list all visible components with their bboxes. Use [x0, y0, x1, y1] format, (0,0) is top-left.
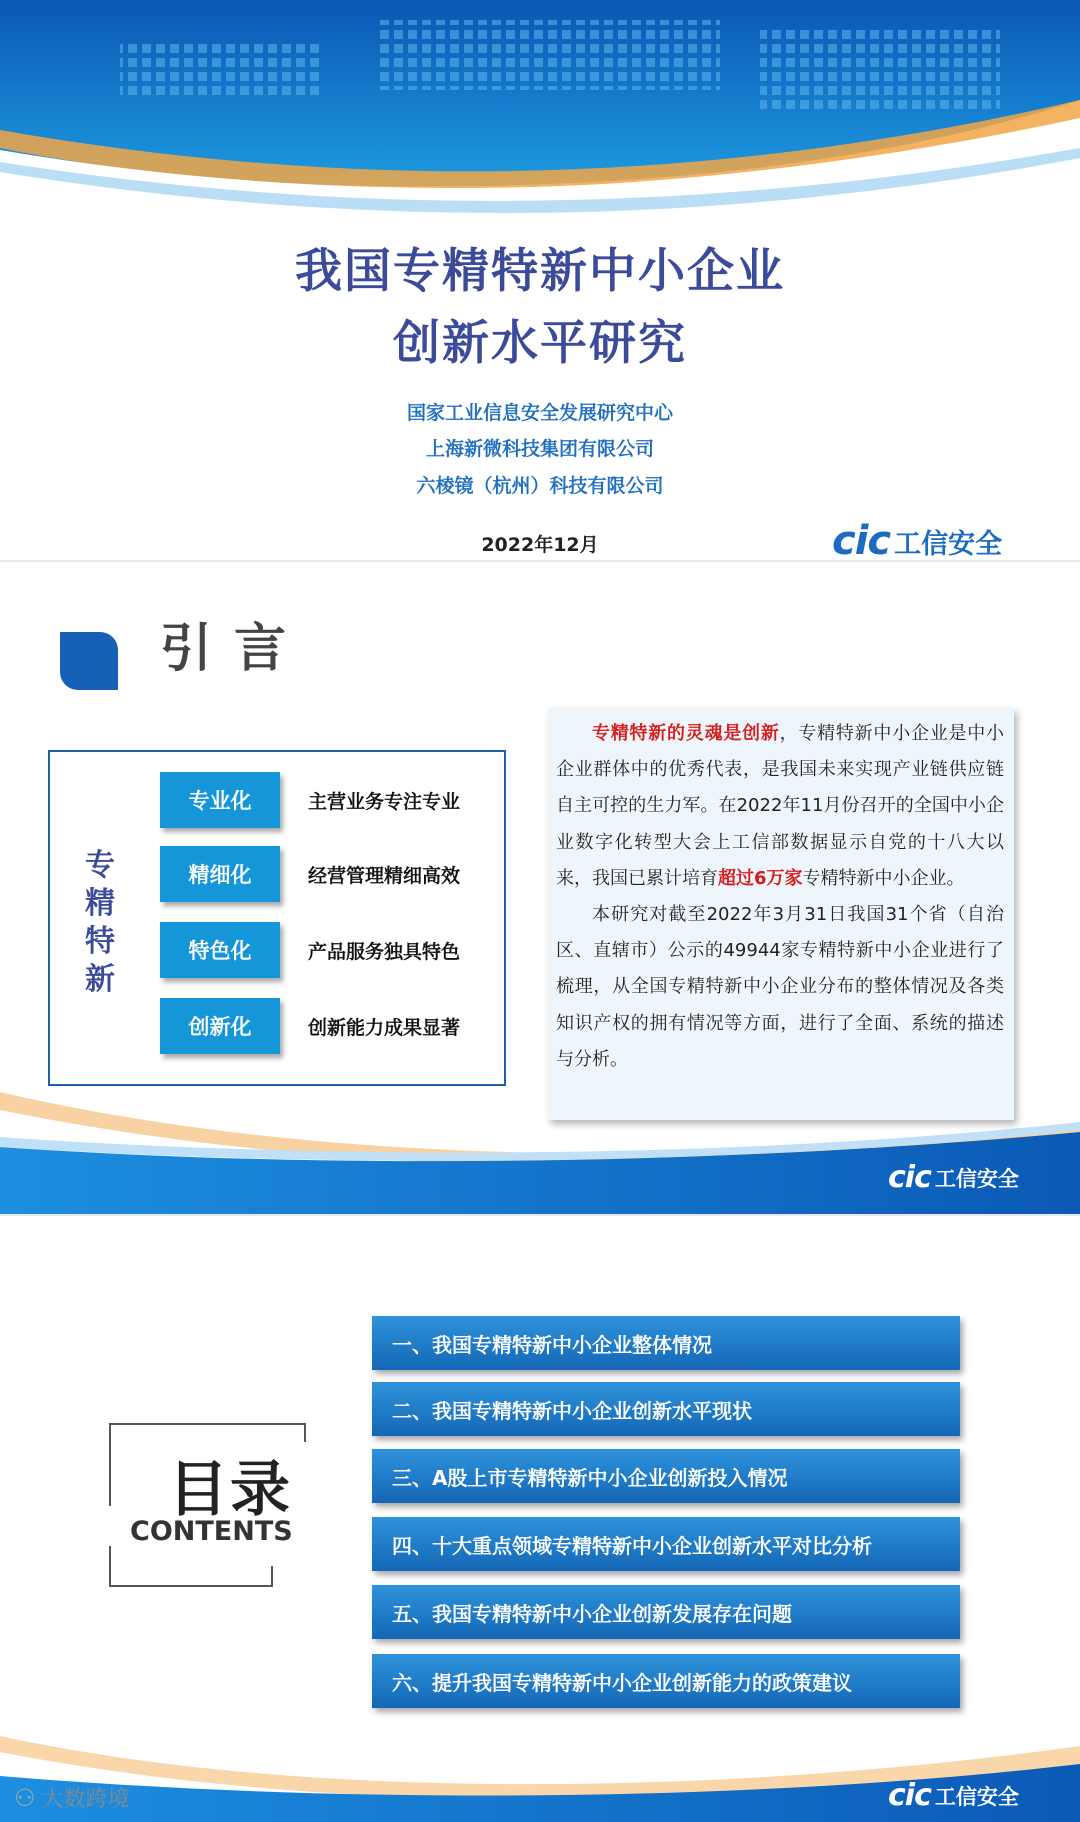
tag-desc-specialized: 主营业务专注专业 — [308, 790, 461, 813]
contents-frame-bottom — [110, 1546, 272, 1586]
cic-logo-mark: cic — [888, 1160, 931, 1195]
toc-item-1[interactable]: 一、我国专精特新中小企业整体情况 — [372, 1316, 960, 1370]
intro-paragraph-1 — [556, 716, 1004, 897]
tag-innovative: 创新化 — [160, 998, 280, 1054]
toc-item-6[interactable]: 六、提升我国专精特新中小企业创新能力的政策建议 — [372, 1654, 960, 1708]
intro-slide — [0, 562, 1080, 1214]
toc-item-2[interactable]: 二、我国专精特新中小企业创新水平现状 — [372, 1382, 960, 1436]
toc-item-5[interactable]: 五、我国专精特新中小企业创新发展存在问题 — [372, 1585, 960, 1639]
tag-desc-refined: 经营管理精细高效 — [308, 864, 461, 887]
cic-logo — [832, 518, 1002, 560]
vertical-label-char: 专 — [85, 848, 115, 883]
highlight-count: 超过6万家 — [718, 867, 803, 889]
cic-logo — [888, 1778, 1019, 1813]
intro-text-a: ，专精特新中小企业是中小企业群体中的优秀代表，是我国未来实现产业链供应链自主可控的生力军。在2022年11月份召开的全国中小企业数字化转型大会上工信部数据显示自党的十八大以来，我国已累计培育 — [556, 723, 1005, 889]
cic-logo-name: 工信安全 — [934, 1784, 1019, 1809]
tag-specialized: 专业化 — [160, 772, 280, 828]
watermark-text: 大数跨境 — [41, 1787, 130, 1812]
cic-logo-mark: cic — [832, 518, 891, 560]
section-marker-icon — [60, 632, 118, 690]
tag-refined: 精细化 — [160, 846, 280, 902]
toc-title: 目录 — [168, 1455, 292, 1525]
highlight-soul-innovation: 专精特新的灵魂是创新 — [592, 723, 780, 744]
organization-1: 国家工业信息安全发展研究中心 — [406, 402, 673, 424]
intro-text-box — [548, 708, 1014, 1120]
cic-logo-mark: cic — [888, 1778, 931, 1813]
tag-distinctive: 特色化 — [160, 922, 280, 978]
cic-logo — [888, 1160, 1019, 1195]
vertical-label-char: 特 — [85, 924, 115, 959]
report-title-line2: 创新水平研究 — [393, 316, 687, 371]
watermark-icon: ⚇ — [14, 1783, 36, 1812]
toc-item-4[interactable]: 四、十大重点领域专精特新中小企业创新水平对比分析 — [372, 1517, 960, 1571]
tag-desc-innovative: 创新能力成果显著 — [308, 1016, 461, 1039]
toc-item-3[interactable]: 三、A股上市专精特新中小企业创新投入情况 — [372, 1449, 960, 1503]
tag-desc-distinctive: 产品服务独具特色 — [308, 940, 461, 963]
cover-slide — [0, 0, 1080, 560]
organization-3: 六棱镜（杭州）科技有限公司 — [416, 475, 664, 497]
report-title-line1: 我国专精特新中小企业 — [295, 244, 785, 299]
watermark — [14, 1782, 130, 1813]
toc-subtitle: CONTENTS — [130, 1516, 293, 1547]
specialization-box — [48, 750, 506, 1086]
intro-text-b: 专精特新中小企业。 — [802, 867, 965, 889]
cic-logo-name: 工信安全 — [934, 1166, 1019, 1191]
cic-logo-name: 工信安全 — [894, 528, 1003, 560]
vertical-label-char: 新 — [85, 962, 115, 997]
intro-paragraph-2: 本研究对截至2022年3月31日我国31个省（自治区、直辖市）公示的49944家专精特新中小企业进行了梳理，从全国专精特新中小企业分布的整体情况及各类知识产权的拥有情况等方面，进行了全面、系统的描述与分析。 — [556, 904, 1004, 1070]
intro-heading: 引言 — [160, 619, 309, 679]
report-date: 2022年12月 — [481, 534, 599, 556]
organization-2: 上海新微科技集团有限公司 — [425, 438, 654, 460]
toc-slide — [0, 1216, 1080, 1822]
vertical-label-char: 精 — [85, 886, 115, 921]
